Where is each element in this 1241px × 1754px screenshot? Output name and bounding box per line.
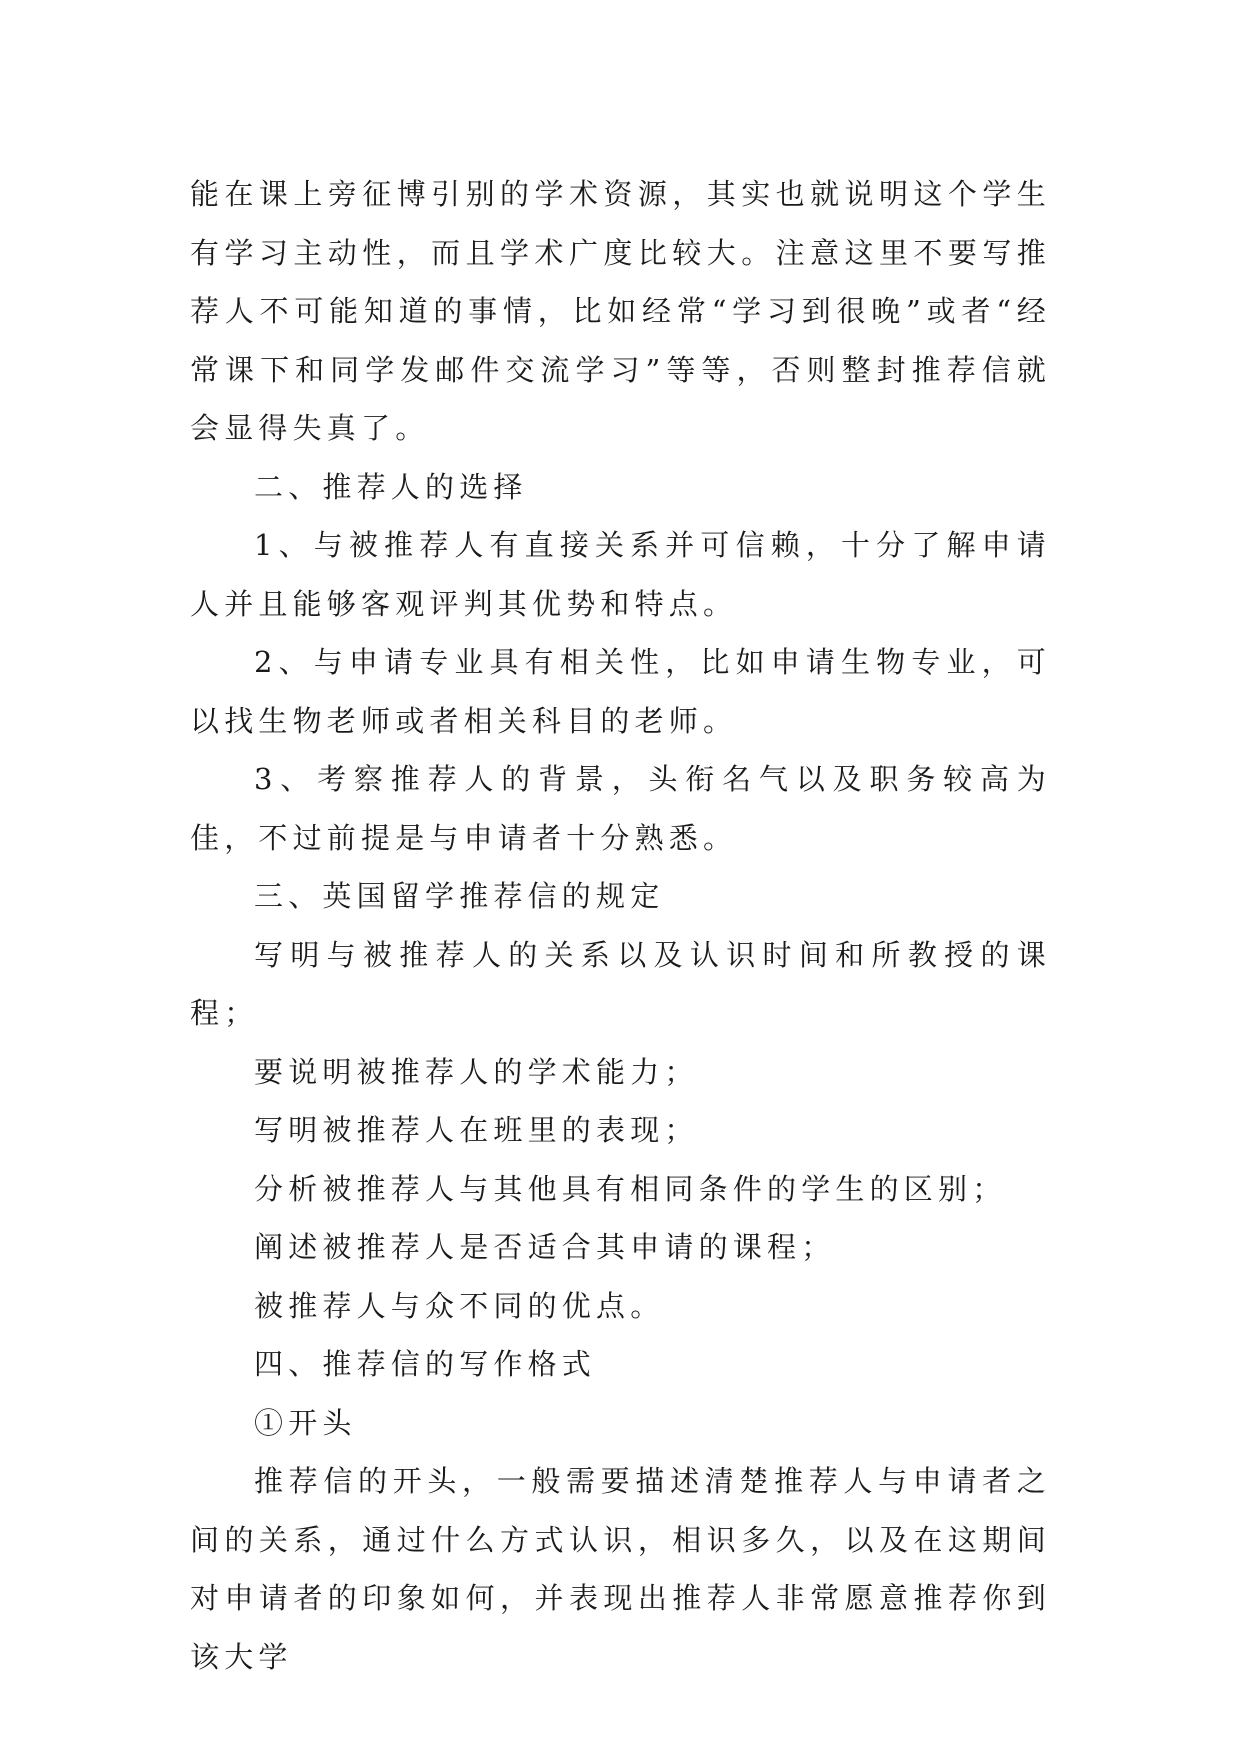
section-heading: 四、推荐信的写作格式 [254, 1347, 597, 1381]
list-item: 写明被推荐人在班里的表现； [254, 1113, 699, 1147]
list-item: 1、与被推荐人有直接关系并可信赖，十分了解申请人并且能够客观评判其优势和特点。 [190, 528, 1051, 621]
list-item: 分析被推荐人与其他具有相同条件的学生的区别； [254, 1171, 1007, 1206]
list-item: 被推荐人与众不同的优点。 [254, 1288, 665, 1323]
subsection-heading: ①开头 [254, 1405, 357, 1440]
body-paragraph: 推荐信的开头，一般需要描述清楚推荐人与申请者之间的关系，通过什么方式认识，相识多久，以及在这期间对申请者的印象如何，并表现出推荐人非常愿意推荐你到该大学 [190, 1464, 1051, 1674]
list-item: 2、与申请专业具有相关性，比如申请生物专业，可以找生物老师或者相关科目的老师。 [190, 645, 1051, 738]
list-item: 阐述被推荐人是否适合其申请的课程； [254, 1230, 836, 1264]
body-paragraph: 能在课上旁征博引别的学术资源，其实也就说明这个学生有学习主动性，而且学术广度比较大。注意这里不要写推荐人不可能知道的事情，比如经常“学习到很晚”或者“经常课下和同学发邮件交流学习”等等，否则整封推荐信就会显得失真了。 [190, 177, 1051, 445]
section-heading: 二、推荐人的选择 [254, 469, 528, 504]
section-heading: 三、英国留学推荐信的规定 [254, 879, 665, 913]
list-item: 3、考察推荐人的背景，头衔名气以及职务较高为佳，不过前提是与申请者十分熟悉。 [190, 762, 1051, 855]
list-item: 要说明被推荐人的学术能力； [254, 1054, 699, 1089]
list-item: 写明与被推荐人的关系以及认识时间和所教授的课程； [190, 937, 1051, 1030]
